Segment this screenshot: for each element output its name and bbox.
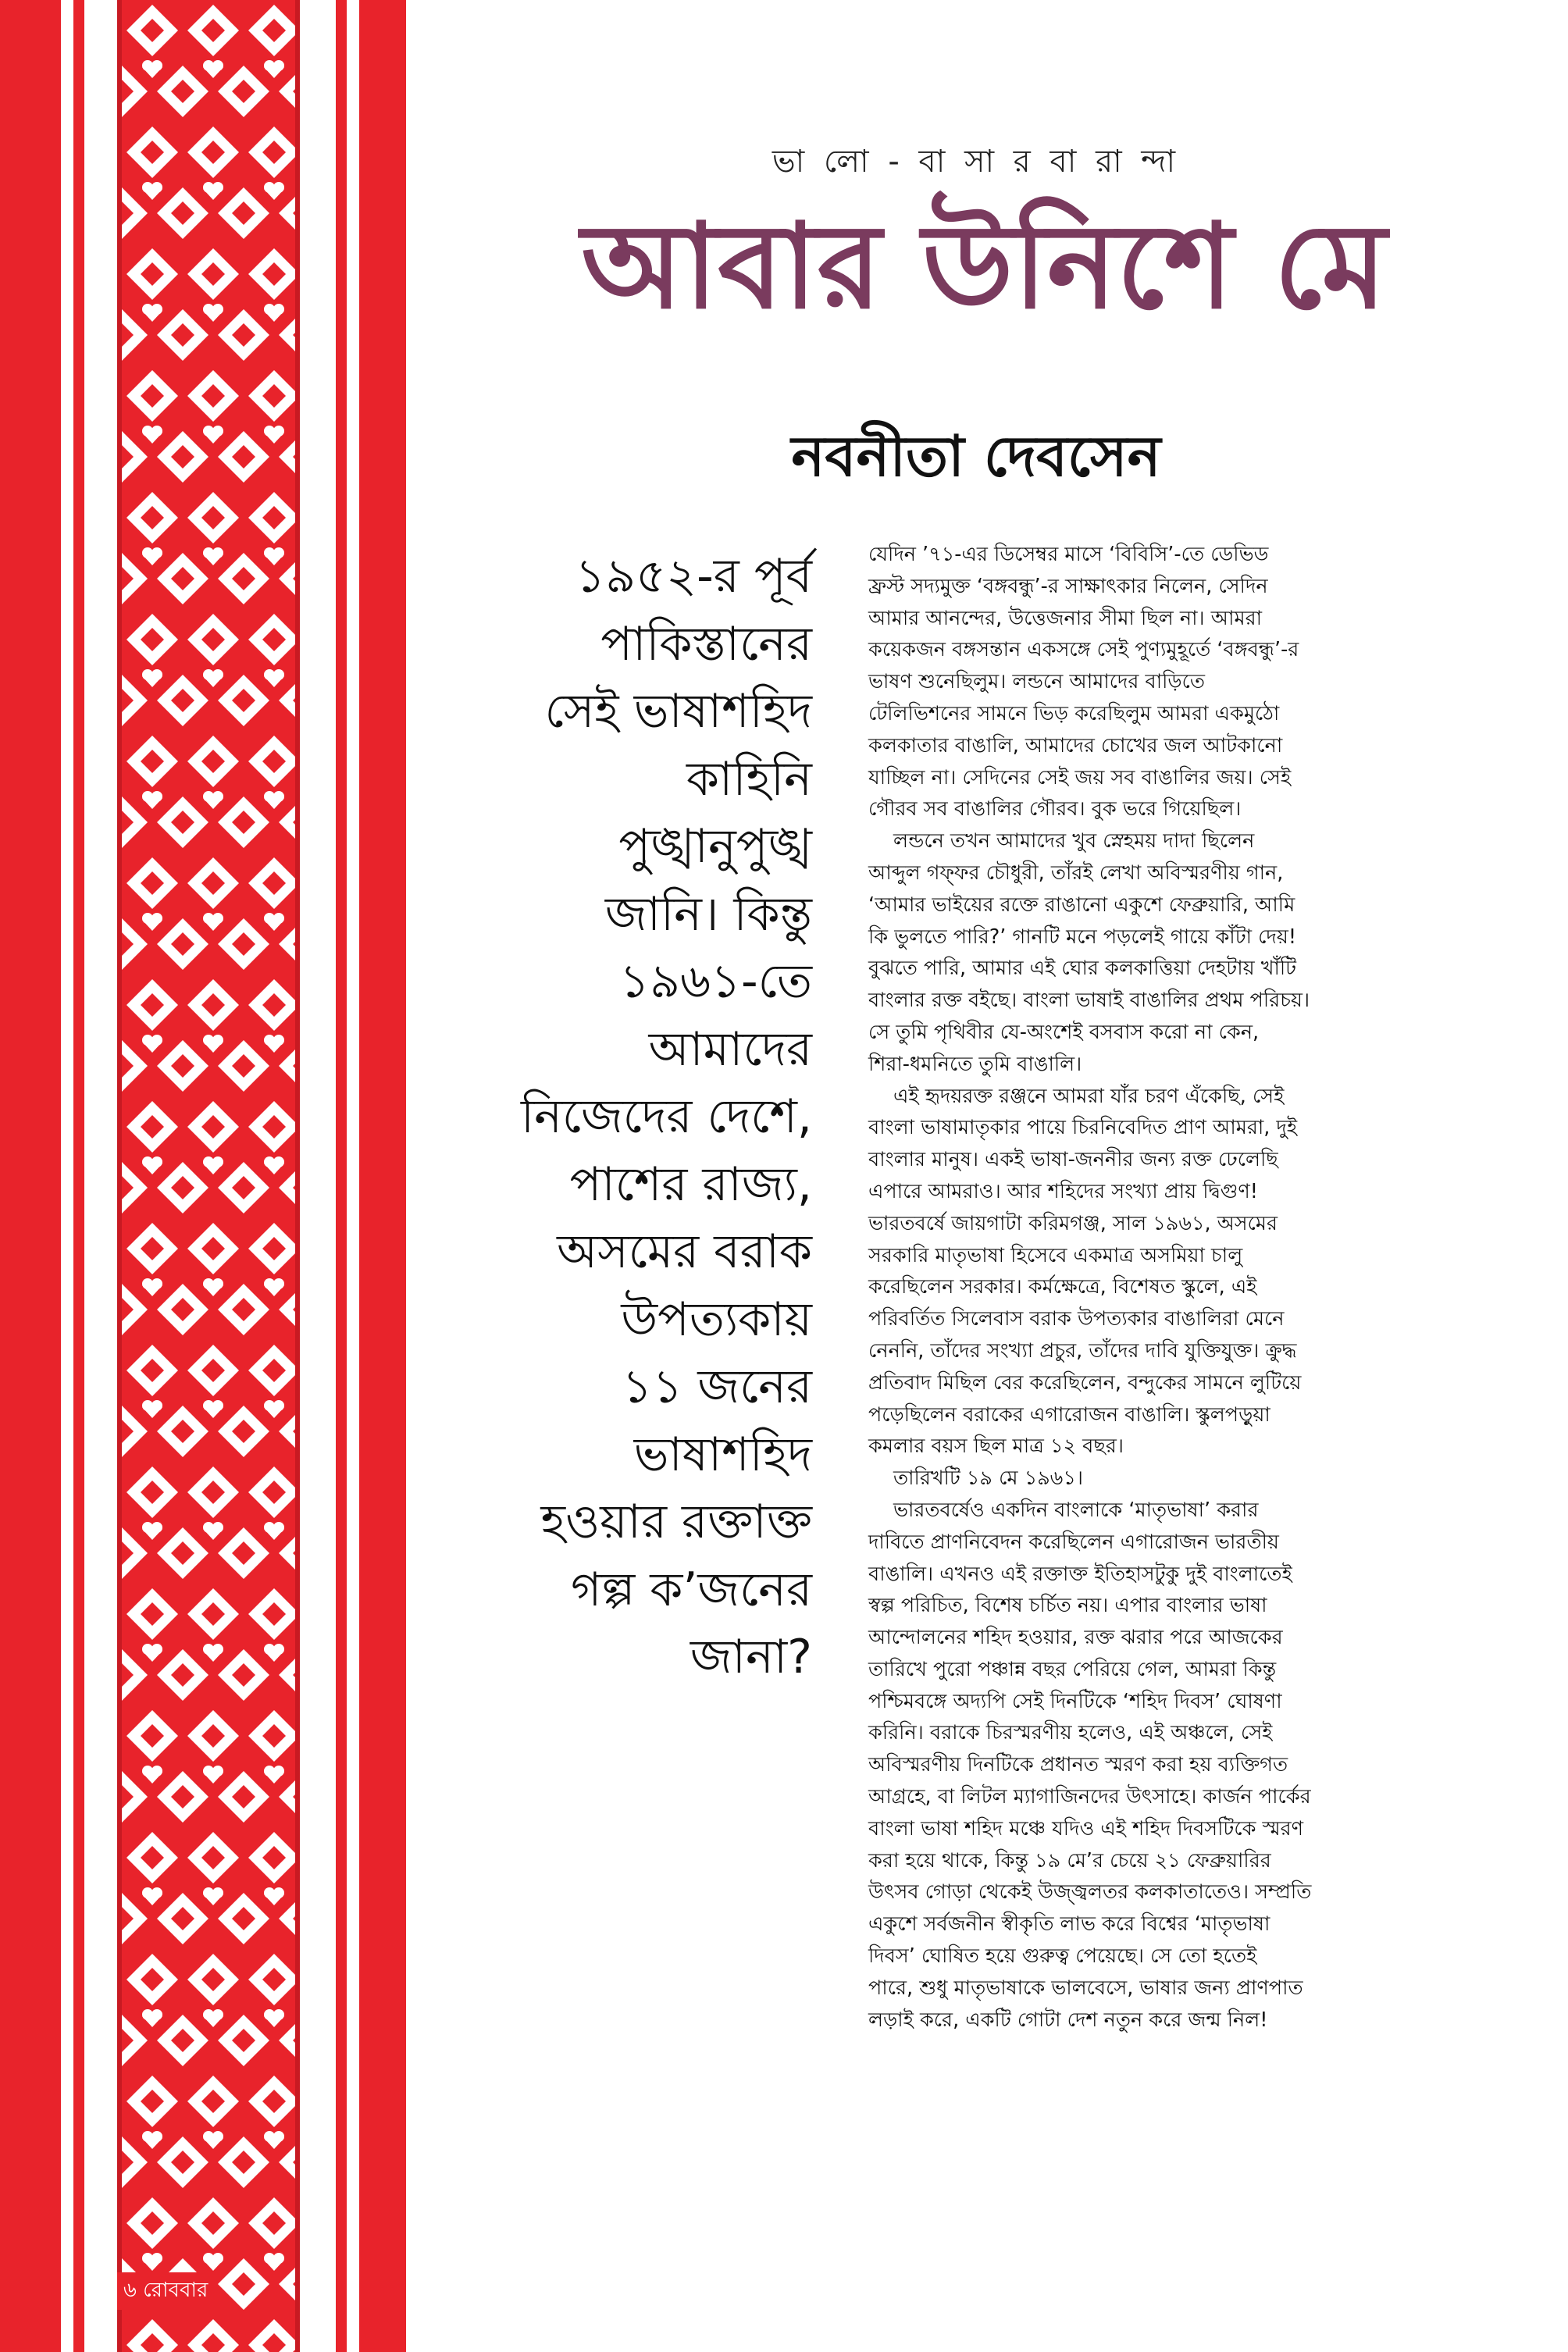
- pull-quote-line: ১৯৬১-তে: [619, 954, 812, 1009]
- pull-quote-line: নিজেদের দেশে,: [520, 1089, 812, 1144]
- body-line: দিবস’ ঘোষিত হয়ে গুরুত্ব পেয়েছে। সে তো হতেই: [868, 1944, 1257, 1969]
- body-line: বাংলা ভাষামাতৃকার পায়ে চিরনিবেদিত প্রাণ আমরা, দুই: [868, 1116, 1298, 1140]
- body-line: পড়েছিলেন বরাকের এগারোজন বাঙালি। স্কুলপড়ুয়া: [868, 1402, 1270, 1427]
- pull-quote-line: অসমের বরাক: [557, 1224, 812, 1279]
- body-line: করিনি। বরাকে চিরস্মরণীয় হলেও, এই অঞ্চলে, সেই: [868, 1721, 1273, 1745]
- body-line: কি ভুলতে পারি?’ গানটি মনে পড়লেই গায়ে কাঁটা দেয়!: [868, 925, 1297, 949]
- body-line: আগ্রহে, বা লিটল ম্যাগাজিনদের উৎসাহে। কার্জন পার্কের: [868, 1785, 1311, 1809]
- body-line: বাঙালি। এখনও এই রক্তাক্ত ইতিহাসটুকু দুই বাংলাতেই: [868, 1562, 1292, 1586]
- body-line: এপারে আমরাও। আর শহিদের সংখ্যা প্রায় দ্বিগুণ!: [868, 1179, 1258, 1203]
- body-line: ভারতবর্ষেও একদিন বাংলাকে ‘মাতৃভাষা’ করার: [893, 1498, 1259, 1522]
- body-line: উৎসব গোড়া থেকেই উজ্জ্বলতর কলকাতাতেও। সম্প্রতি: [868, 1880, 1312, 1905]
- pull-quote-line: কাহিনি: [686, 751, 812, 807]
- body-line: লড়াই করে, একটি গোটা দেশ নতুন করে জন্ম নিল!: [868, 2008, 1268, 2032]
- article-body: [868, 539, 1524, 2036]
- pull-quote-line: পাশের রাজ্য,: [569, 1156, 812, 1212]
- body-line: আন্দোলনের শহিদ হওয়ার, রক্ত ঝরার পরে আজকের: [868, 1626, 1283, 1650]
- body-line: আব্দুল গফ্‌ফর চৌধুরী, তাঁরই লেখা অবিস্মরণীয় গান,: [868, 861, 1284, 885]
- body-line: এই হৃদয়রক্ত রঞ্জনে আমরা যাঁর চরণ এঁকেছি, সেই: [893, 1084, 1285, 1108]
- pull-quote-line: ভাষাশহিদ: [633, 1427, 812, 1482]
- body-line: কয়েকজন বঙ্গসন্তান একসঙ্গে সেই পুণ্যমুহূর্তে ‘বঙ্গবন্ধু’-র: [868, 638, 1299, 662]
- body-line: করা হয়ে থাকে, কিন্তু ১৯ মে’র চেয়ে ২১ ফেব্রুয়ারির: [868, 1848, 1271, 1873]
- pull-quote: [437, 543, 812, 1691]
- body-line: দাবিতে প্রাণনিবেদন করেছিলেন এগারোজন ভারতীয়: [868, 1530, 1279, 1554]
- body-line: গৌরব সব বাঙালির গৌরব। বুক ভরে গিয়েছিল।: [868, 797, 1242, 821]
- page-footer: ৬ রোববার: [117, 2272, 214, 2310]
- body-line: একুশে সর্বজনীন স্বীকৃতি লাভ করে বিশ্বের ‘মাতৃভাষা: [868, 1912, 1270, 1937]
- body-line: ফ্রস্ট সদ্যমুক্ত ‘বঙ্গবন্ধু’-র সাক্ষাৎকার নিলেন, সেদিন: [868, 574, 1268, 598]
- body-line: ভাষণ শুনেছিলুম। লন্ডনে আমাদের বাড়িতে: [868, 670, 1206, 694]
- pull-quote-line: পাকিস্তানের: [600, 616, 812, 672]
- body-line: পরিবর্তিত সিলেবাস বরাক উপত্যকার বাঙালিরা মেনে: [868, 1307, 1285, 1331]
- pull-quote-line: ১১ জনের: [622, 1360, 812, 1414]
- body-line: টেলিভিশনের সামনে ভিড় করেছিলুম আমরা একমুঠো: [868, 701, 1280, 725]
- body-line: সরকারি মাতৃভাষা হিসেবে একমাত্র অসমিয়া চালু: [868, 1243, 1243, 1267]
- body-line: বাংলার মানুষ। একই ভাষা-জননীর জন্য রক্ত ঢেলেছি: [868, 1148, 1278, 1172]
- pull-quote-line: ১৯৫২-র পূর্ব: [575, 549, 812, 604]
- pull-quote-line: সেই ভাষাশহিদ: [544, 684, 812, 739]
- pull-quote-line: জানা?: [690, 1630, 812, 1684]
- section-kicker: ভা লো - বা সা র বা রা ন্দা: [772, 144, 1181, 180]
- body-line: লন্ডনে তখন আমাদের খুব স্নেহময় দাদা ছিলেন: [893, 829, 1255, 853]
- body-line: যেদিন ’৭১-এর ডিসেম্বর মাসে ‘বিবিসি’-তে ডেভিড: [868, 543, 1269, 566]
- pull-quote-line: আমাদের: [648, 1021, 812, 1077]
- pull-quote-line: জানি। কিন্তু: [604, 886, 812, 942]
- body-line: বুঝতে পারি, আমার এই ঘোর কলকাত্তিয়া দেহটায় খাঁটি: [868, 957, 1297, 981]
- body-line: স্বল্প পরিচিত, বিশেষ চর্চিত নয়। এপার বাংলার ভাষা: [868, 1594, 1267, 1618]
- body-line: অবিস্মরণীয় দিনটিকে প্রধানত স্মরণ করা হয় ব্যক্তিগত: [868, 1753, 1288, 1777]
- body-line: করেছিলেন সরকার। কর্মক্ষেত্রে, বিশেষত স্কুলে, এই: [868, 1275, 1257, 1299]
- body-line: আমার আনন্দের, উত্তেজনার সীমা ছিল না। আমরা: [868, 606, 1263, 630]
- body-line: পারে, শুধু মাতৃভাষাকে ভালবেসে, ভাষার জন্য প্রাণপাত: [868, 1976, 1303, 2000]
- body-line: পশ্চিমবঙ্গে অদ্যপি সেই দিনটিকে ‘শহিদ দিবস’ ঘোষণা: [868, 1689, 1282, 1713]
- pull-quote-line: হওয়ার রক্তাক্ত: [540, 1495, 812, 1549]
- body-line: কলকাতার বাঙালি, আমাদের চোখের জল আটকানো: [868, 733, 1283, 757]
- pull-quote-line: গল্প ক’জনের: [571, 1562, 812, 1617]
- body-line: তারিখটি ১৯ মে ১৯৬১।: [893, 1466, 1084, 1491]
- article-title: আবার উনিশে মে: [581, 199, 1387, 335]
- body-line: ‘আমার ভাইয়ের রক্তে রাঙানো একুশে ফেব্রুয়ারি, আমি: [868, 893, 1295, 917]
- body-line: বাংলার রক্ত বইছে। বাংলা ভাষাই বাঙালির প্রথম পরিচয়।: [868, 989, 1310, 1013]
- body-line: বাংলা ভাষা শহিদ মঞ্চে যদিও এই শহিদ দিবসটিকে স্মরণ: [868, 1816, 1304, 1841]
- pull-quote-line: উপত্যকায়: [621, 1292, 812, 1347]
- body-line: নেননি, তাঁদের সংখ্যা প্রচুর, তাঁদের দাবি যুক্তিযুক্ত। ক্রুদ্ধ: [868, 1338, 1297, 1363]
- pull-quote-line: পুঙ্খানুপুঙ্খ: [618, 819, 812, 874]
- body-line: শিরা-ধমনিতে তুমি বাঙালি।: [868, 1052, 1082, 1076]
- body-line: কমলার বয়স ছিল মাত্র ১২ বছর।: [868, 1434, 1124, 1459]
- body-line: প্রতিবাদ মিছিল বের করেছিলেন, বন্দুকের সামনে লুটিয়ে: [868, 1370, 1302, 1395]
- article-author: নবনীতা দেবসেন: [791, 423, 1161, 489]
- body-line: সে তুমি পৃথিবীর যে-অংশেই বসবাস করো না কেন,: [868, 1020, 1260, 1044]
- decorative-border: [0, 0, 414, 2352]
- body-line: ভারতবর্ষে জায়গাটা করিমগঞ্জ, সাল ১৯৬১, অসমের: [868, 1211, 1278, 1235]
- body-line: তারিখে পুরো পঞ্চান্ন বছর পেরিয়ে গেল, আমরা কিন্তু: [868, 1657, 1277, 1681]
- body-line: যাচ্ছিল না। সেদিনের সেই জয় সব বাঙালির জয়। সেই: [868, 765, 1292, 789]
